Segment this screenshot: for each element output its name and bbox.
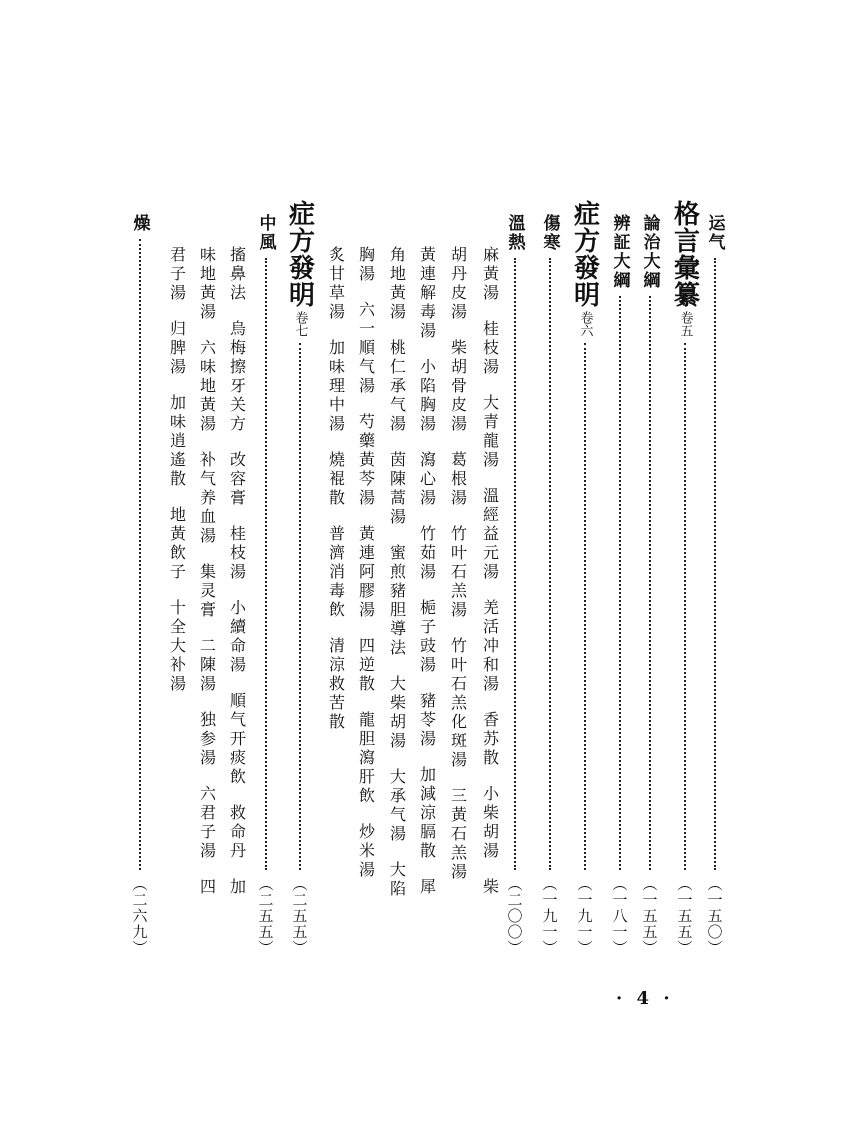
volume-label: 卷七: [292, 311, 308, 337]
toc-page-ref: （一五五）: [675, 876, 694, 956]
formula-entry[interactable]: 豬苓湯: [417, 692, 437, 749]
dot-leader: [619, 296, 621, 870]
formula-entry[interactable]: 十全大补湯: [167, 599, 187, 694]
formula-column: [412, 246, 442, 914]
volume-label: 卷六: [577, 311, 593, 337]
formula-entry[interactable]: 桂枝湯: [480, 320, 500, 377]
toc-row[interactable]: [533, 200, 567, 968]
formula-entry[interactable]: 炒米湯: [356, 823, 376, 880]
formula-entry[interactable]: 柴胡骨皮湯: [448, 339, 468, 434]
formula-entry[interactable]: 二陳湯: [197, 637, 217, 694]
toc-title: 論治大綱: [639, 214, 660, 290]
formula-entry[interactable]: 归脾湯: [167, 320, 187, 377]
formula-entry[interactable]: 救命丹: [227, 804, 247, 861]
toc-title: 傷寒: [539, 214, 560, 252]
formula-entry[interactable]: 清涼救苦散: [326, 637, 346, 732]
toc-page-ref: （一五〇）: [705, 876, 724, 956]
formula-entry[interactable]: 胡丹皮湯: [448, 246, 468, 322]
toc-page-ref: （一九一）: [540, 876, 559, 956]
page-number: · 4 ·: [616, 988, 674, 1009]
formula-entry[interactable]: 小續命湯: [227, 599, 247, 675]
toc-title: 溫熱: [504, 214, 525, 252]
formula-entry[interactable]: 竹叶石羔湯: [448, 525, 468, 620]
toc-page-ref: （一八一）: [610, 876, 629, 956]
formula-entry[interactable]: 大陷: [387, 861, 407, 899]
formula-entry[interactable]: 普濟消毒飲: [326, 525, 346, 620]
toc-page-ref: （一九一）: [575, 876, 594, 956]
dot-leader: [684, 343, 686, 870]
formula-entry[interactable]: 芍藥黃芩湯: [356, 413, 376, 508]
toc-row[interactable]: [123, 200, 157, 968]
formula-entry[interactable]: 黃連阿膠湯: [356, 525, 376, 620]
formula-entry[interactable]: 四: [197, 878, 217, 897]
formula-entry[interactable]: 犀: [417, 878, 437, 897]
toc-title: 症方發明: [569, 200, 600, 308]
formula-column: [443, 246, 473, 899]
formula-entry[interactable]: 搐鼻法: [227, 246, 247, 303]
toc-title: 辨証大綱: [609, 214, 630, 290]
formula-entry[interactable]: 茵陳蒿湯: [387, 451, 407, 527]
formula-entry[interactable]: 蜜煎豬胆導法: [387, 544, 407, 658]
formula-entry[interactable]: 加: [227, 878, 247, 897]
formula-column: [192, 246, 222, 914]
formula-entry[interactable]: 瀉心湯: [417, 451, 437, 508]
formula-entry[interactable]: 加味理中湯: [326, 339, 346, 434]
formula-entry[interactable]: 麻黃湯: [480, 246, 500, 303]
toc-page-ref: （一五五）: [640, 876, 659, 956]
formula-entry[interactable]: 桃仁承气湯: [387, 339, 407, 434]
toc-title: 中風: [255, 214, 276, 252]
toc-row[interactable]: [249, 200, 283, 968]
toc-title: 运气: [704, 214, 725, 252]
formula-entry[interactable]: 順气开痰飲: [227, 692, 247, 787]
formula-entry[interactable]: 六一順气湯: [356, 301, 376, 396]
formula-entry[interactable]: 六味地黃湯: [197, 339, 217, 434]
formula-column: [475, 246, 505, 914]
toc-title: 格言彙纂: [669, 200, 700, 308]
toc-page-ref: （二五五）: [290, 876, 309, 956]
formula-entry[interactable]: 葛根湯: [448, 451, 468, 508]
toc-page-ref: （二五五）: [256, 876, 275, 956]
formula-column: [321, 246, 351, 749]
formula-entry[interactable]: 羌活冲和湯: [480, 599, 500, 694]
toc-row[interactable]: [603, 200, 637, 968]
dot-leader: [584, 343, 586, 870]
formula-entry[interactable]: 补气养血湯: [197, 451, 217, 546]
formula-entry[interactable]: 小柴胡湯: [480, 785, 500, 861]
dot-leader: [514, 258, 516, 870]
formula-entry[interactable]: 改容膏: [227, 451, 247, 508]
formula-entry[interactable]: 燒裩散: [326, 451, 346, 508]
toc-title: 燥: [129, 214, 150, 233]
formula-column: [382, 246, 412, 916]
formula-column: [351, 246, 381, 897]
formula-entry[interactable]: 大承气湯: [387, 768, 407, 844]
formula-entry[interactable]: 黃連解毒湯: [417, 246, 437, 341]
formula-entry[interactable]: 角地黃湯: [387, 246, 407, 322]
toc-row[interactable]: [283, 200, 317, 968]
dot-leader: [139, 239, 141, 870]
formula-entry[interactable]: 龍胆瀉肝飲: [356, 711, 376, 806]
toc-row[interactable]: [633, 200, 667, 968]
formula-entry[interactable]: 三黃石羔湯: [448, 787, 468, 882]
formula-entry[interactable]: 集灵膏: [197, 563, 217, 620]
toc-row[interactable]: [668, 200, 702, 968]
formula-entry[interactable]: 柴: [480, 878, 500, 897]
toc-page-ref: （二〇〇）: [505, 876, 524, 956]
formula-entry[interactable]: 溫經益元湯: [480, 487, 500, 582]
toc-row[interactable]: [568, 200, 602, 968]
dot-leader: [299, 343, 301, 870]
formula-entry[interactable]: 香苏散: [480, 711, 500, 768]
formula-entry[interactable]: 桂枝湯: [227, 525, 247, 582]
dot-leader: [649, 296, 651, 870]
volume-label: 卷五: [677, 311, 693, 337]
formula-entry[interactable]: 六君子湯: [197, 785, 217, 861]
formula-entry[interactable]: 味地黃湯: [197, 246, 217, 322]
formula-entry[interactable]: 君子湯: [167, 246, 187, 303]
dot-leader: [265, 258, 267, 870]
formula-entry[interactable]: 独参湯: [197, 711, 217, 768]
formula-entry[interactable]: 竹茹湯: [417, 525, 437, 582]
dot-leader: [549, 258, 551, 870]
formula-column: [162, 246, 192, 711]
formula-entry[interactable]: 加減涼膈散: [417, 766, 437, 861]
formula-entry[interactable]: 胸湯: [356, 246, 376, 284]
formula-entry[interactable]: 大青龍湯: [480, 394, 500, 470]
formula-entry[interactable]: 小陷胸湯: [417, 358, 437, 434]
formula-entry[interactable]: 加味逍遙散: [167, 394, 187, 489]
formula-entry[interactable]: 梔子豉湯: [417, 599, 437, 675]
toc-page-ref: （二六九）: [130, 876, 149, 956]
formula-entry[interactable]: 四逆散: [356, 637, 376, 694]
formula-entry[interactable]: 烏梅擦牙关方: [227, 320, 247, 434]
formula-column: [222, 246, 252, 914]
formula-entry[interactable]: 竹叶石羔化斑湯: [448, 637, 468, 770]
formula-entry[interactable]: 地黃飲子: [167, 506, 187, 582]
dot-leader: [714, 258, 716, 870]
formula-entry[interactable]: 大柴胡湯: [387, 675, 407, 751]
toc-title: 症方發明: [284, 200, 315, 308]
formula-entry[interactable]: 炙甘草湯: [326, 246, 346, 322]
